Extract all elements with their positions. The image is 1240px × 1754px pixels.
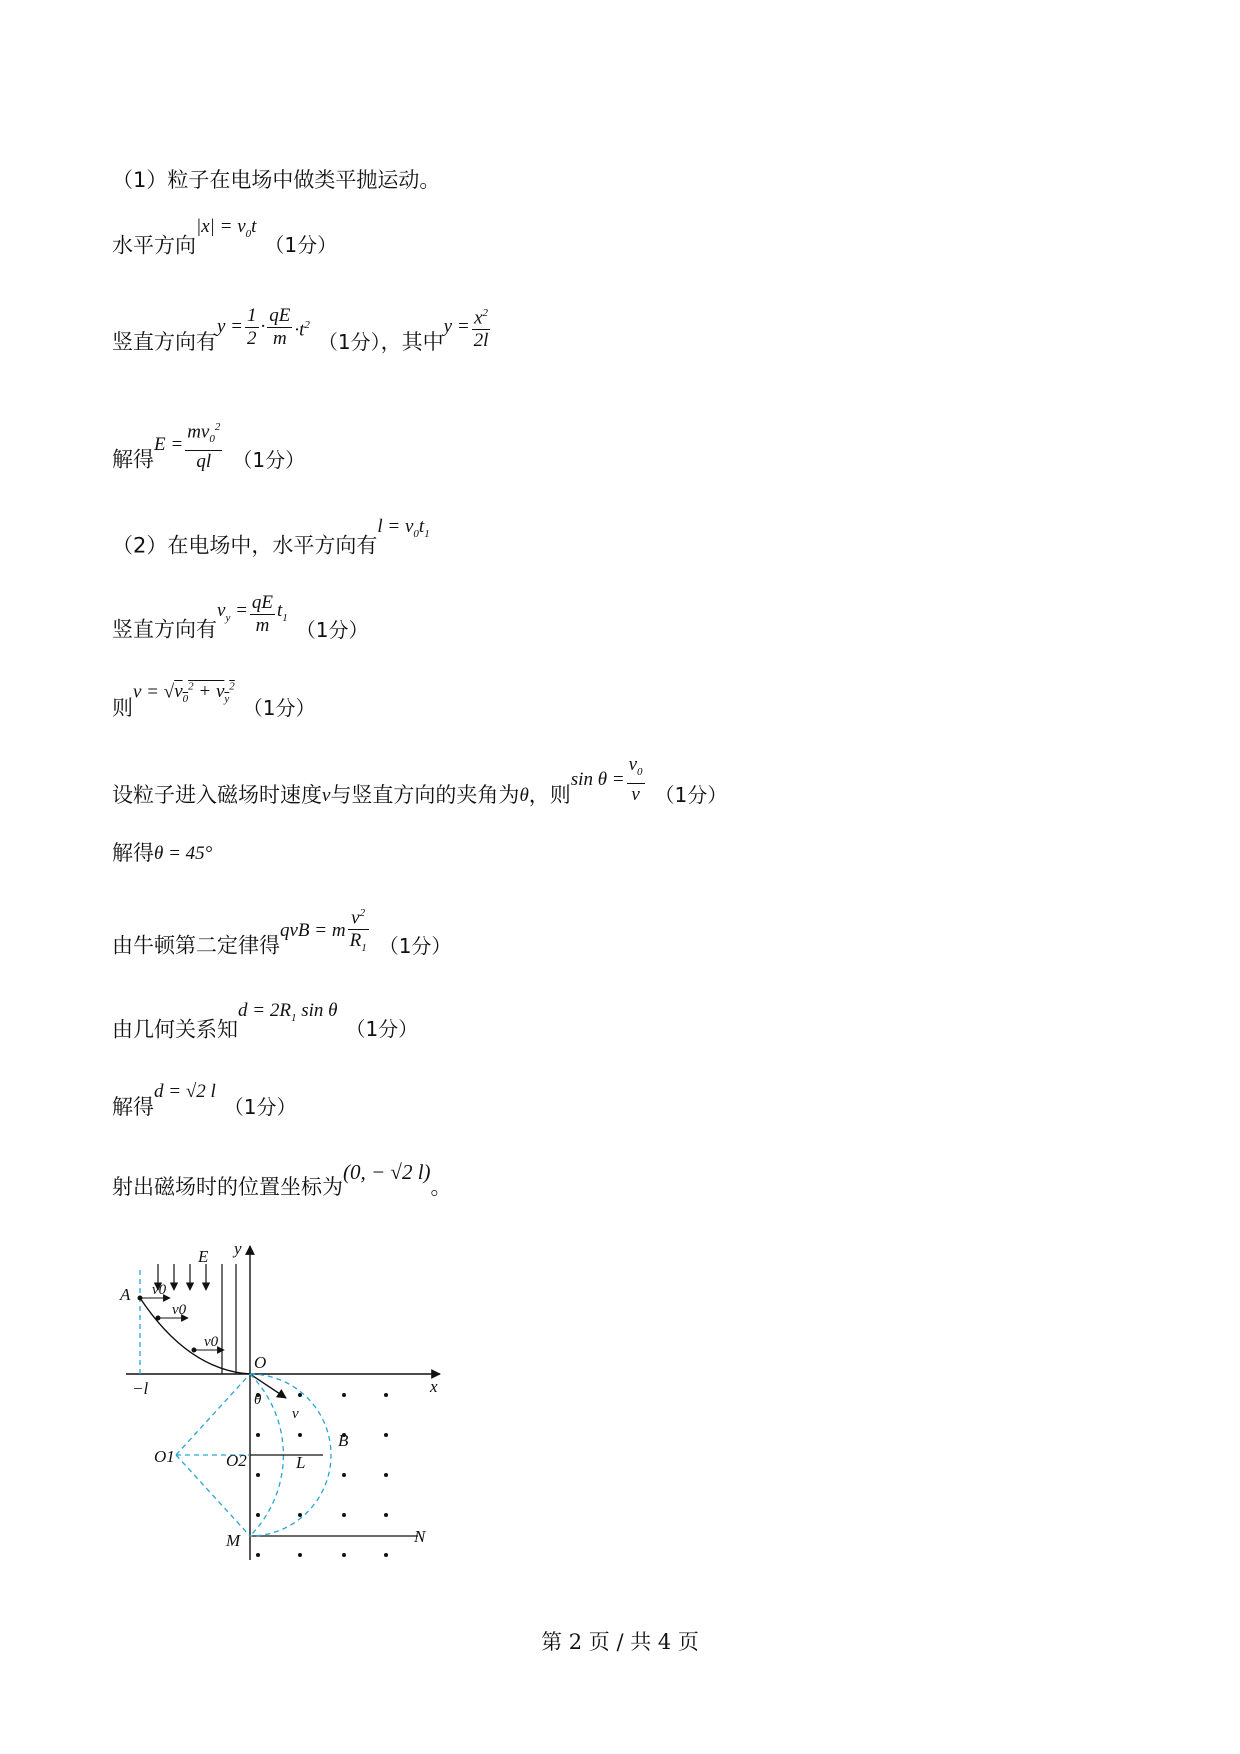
angle-definition-line: 设粒子进入磁场时速度v与竖直方向的夹角为θ，则sin θ = $\frac{v_0}{v}$ （1分） [112,754,728,807]
label-L: L [296,1453,306,1472]
formula-x-v0t: $|x| = v_0t$ [196,216,257,240]
formula-sin-theta: $\frac{v_0}{v}$ [628,754,643,805]
exit-position-line: 射出磁场时的位置坐标为(0, − √2 l)。 [112,1172,452,1203]
geometry-line: 由几何关系知$d = 2R_1$ sin θ（1分） [112,1012,418,1049]
label-v0-1: v0 [152,1282,167,1298]
newton-law-line: 由牛顿第二定律得qvB = m $\frac{v^2}{R_1}$ （1分） [112,918,451,975]
formula-y-x2-2l: $\frac{x^2}{2l}$ [472,302,491,352]
solve-E-line: 解得E = $\frac{mv_0^2}{ql}$ （1分） [112,432,305,489]
formula-qvB: $\frac{v^2}{R_1}$ [348,902,369,959]
formula-y-half-qE-m-t2: $\cdot t^2$ [294,318,310,340]
formula-coordinate: (0, − √2 l) [343,1160,431,1184]
formula-d-sqrt2-l: d = √2 l [154,1081,216,1102]
label-A: A [120,1285,131,1304]
label-v0-3: v0 [204,1334,219,1350]
horizontal-eq-line: 水平方向$|x| = v_0t(1$分） [112,228,337,265]
label-v0-2: v0 [172,1302,187,1318]
speed-line: 则$v = √v_0^2 + v_y^2(1$分） [112,688,316,730]
label-theta: θ [254,1392,262,1408]
label-B: B [338,1431,349,1450]
solve-theta-line: 解得θ = 45° [112,838,212,869]
label-x: x [430,1377,438,1396]
label-y: y [234,1240,242,1258]
label-O2: O2 [226,1451,247,1470]
electric-field-arrows [158,1264,236,1374]
formula-l-v0t1: $l = v_0t_1$ [377,516,430,540]
formula-vy-qE-m-t1: $\frac{qE}{m}$ [251,592,274,636]
formula-d-2R1-sin: $d = 2R_1$ sin θ [238,1000,338,1024]
label-O1: O1 [154,1447,175,1466]
page-footer: 第 2 页 / 共 4 页 [541,1630,699,1654]
label-neg-l: −l [132,1379,149,1398]
label-v: v [292,1406,299,1422]
solution-part1-intro: （1）粒子在电场中做类平抛运动。 [112,168,441,192]
physics-diagram [118,1240,448,1560]
trajectory-points [138,1296,197,1353]
label-E: E [198,1247,209,1266]
label-O: O [254,1353,267,1372]
vertical-eq-line: 竖直方向有y = $\frac{1}{2}$ · $\frac{qE}{m}$ $\cdot t^2(1$分），其中y = $\frac{x^2}{2l}$ [112,318,492,368]
label-M: M [226,1531,241,1550]
formula-E-mv02-ql: $\frac{mv_0^2}{ql}$ [185,416,222,473]
vertical-velocity-line: 竖直方向有$v_y$ = $\frac{qE}{m}$ $t_1$ （1分） [112,592,369,642]
parabolic-trajectory [140,1298,250,1374]
formula-theta-45: θ = 45° [154,843,213,864]
label-N: N [414,1527,426,1546]
solve-d-line: 解得d = √2 l（1分） [112,1092,297,1123]
formula-v-sqrt: $v = √v_0^2 + v_y^2$ [133,681,235,706]
solution-part2-intro: （2）在电场中，水平方向有$l = v_0t_1$ [112,528,430,565]
